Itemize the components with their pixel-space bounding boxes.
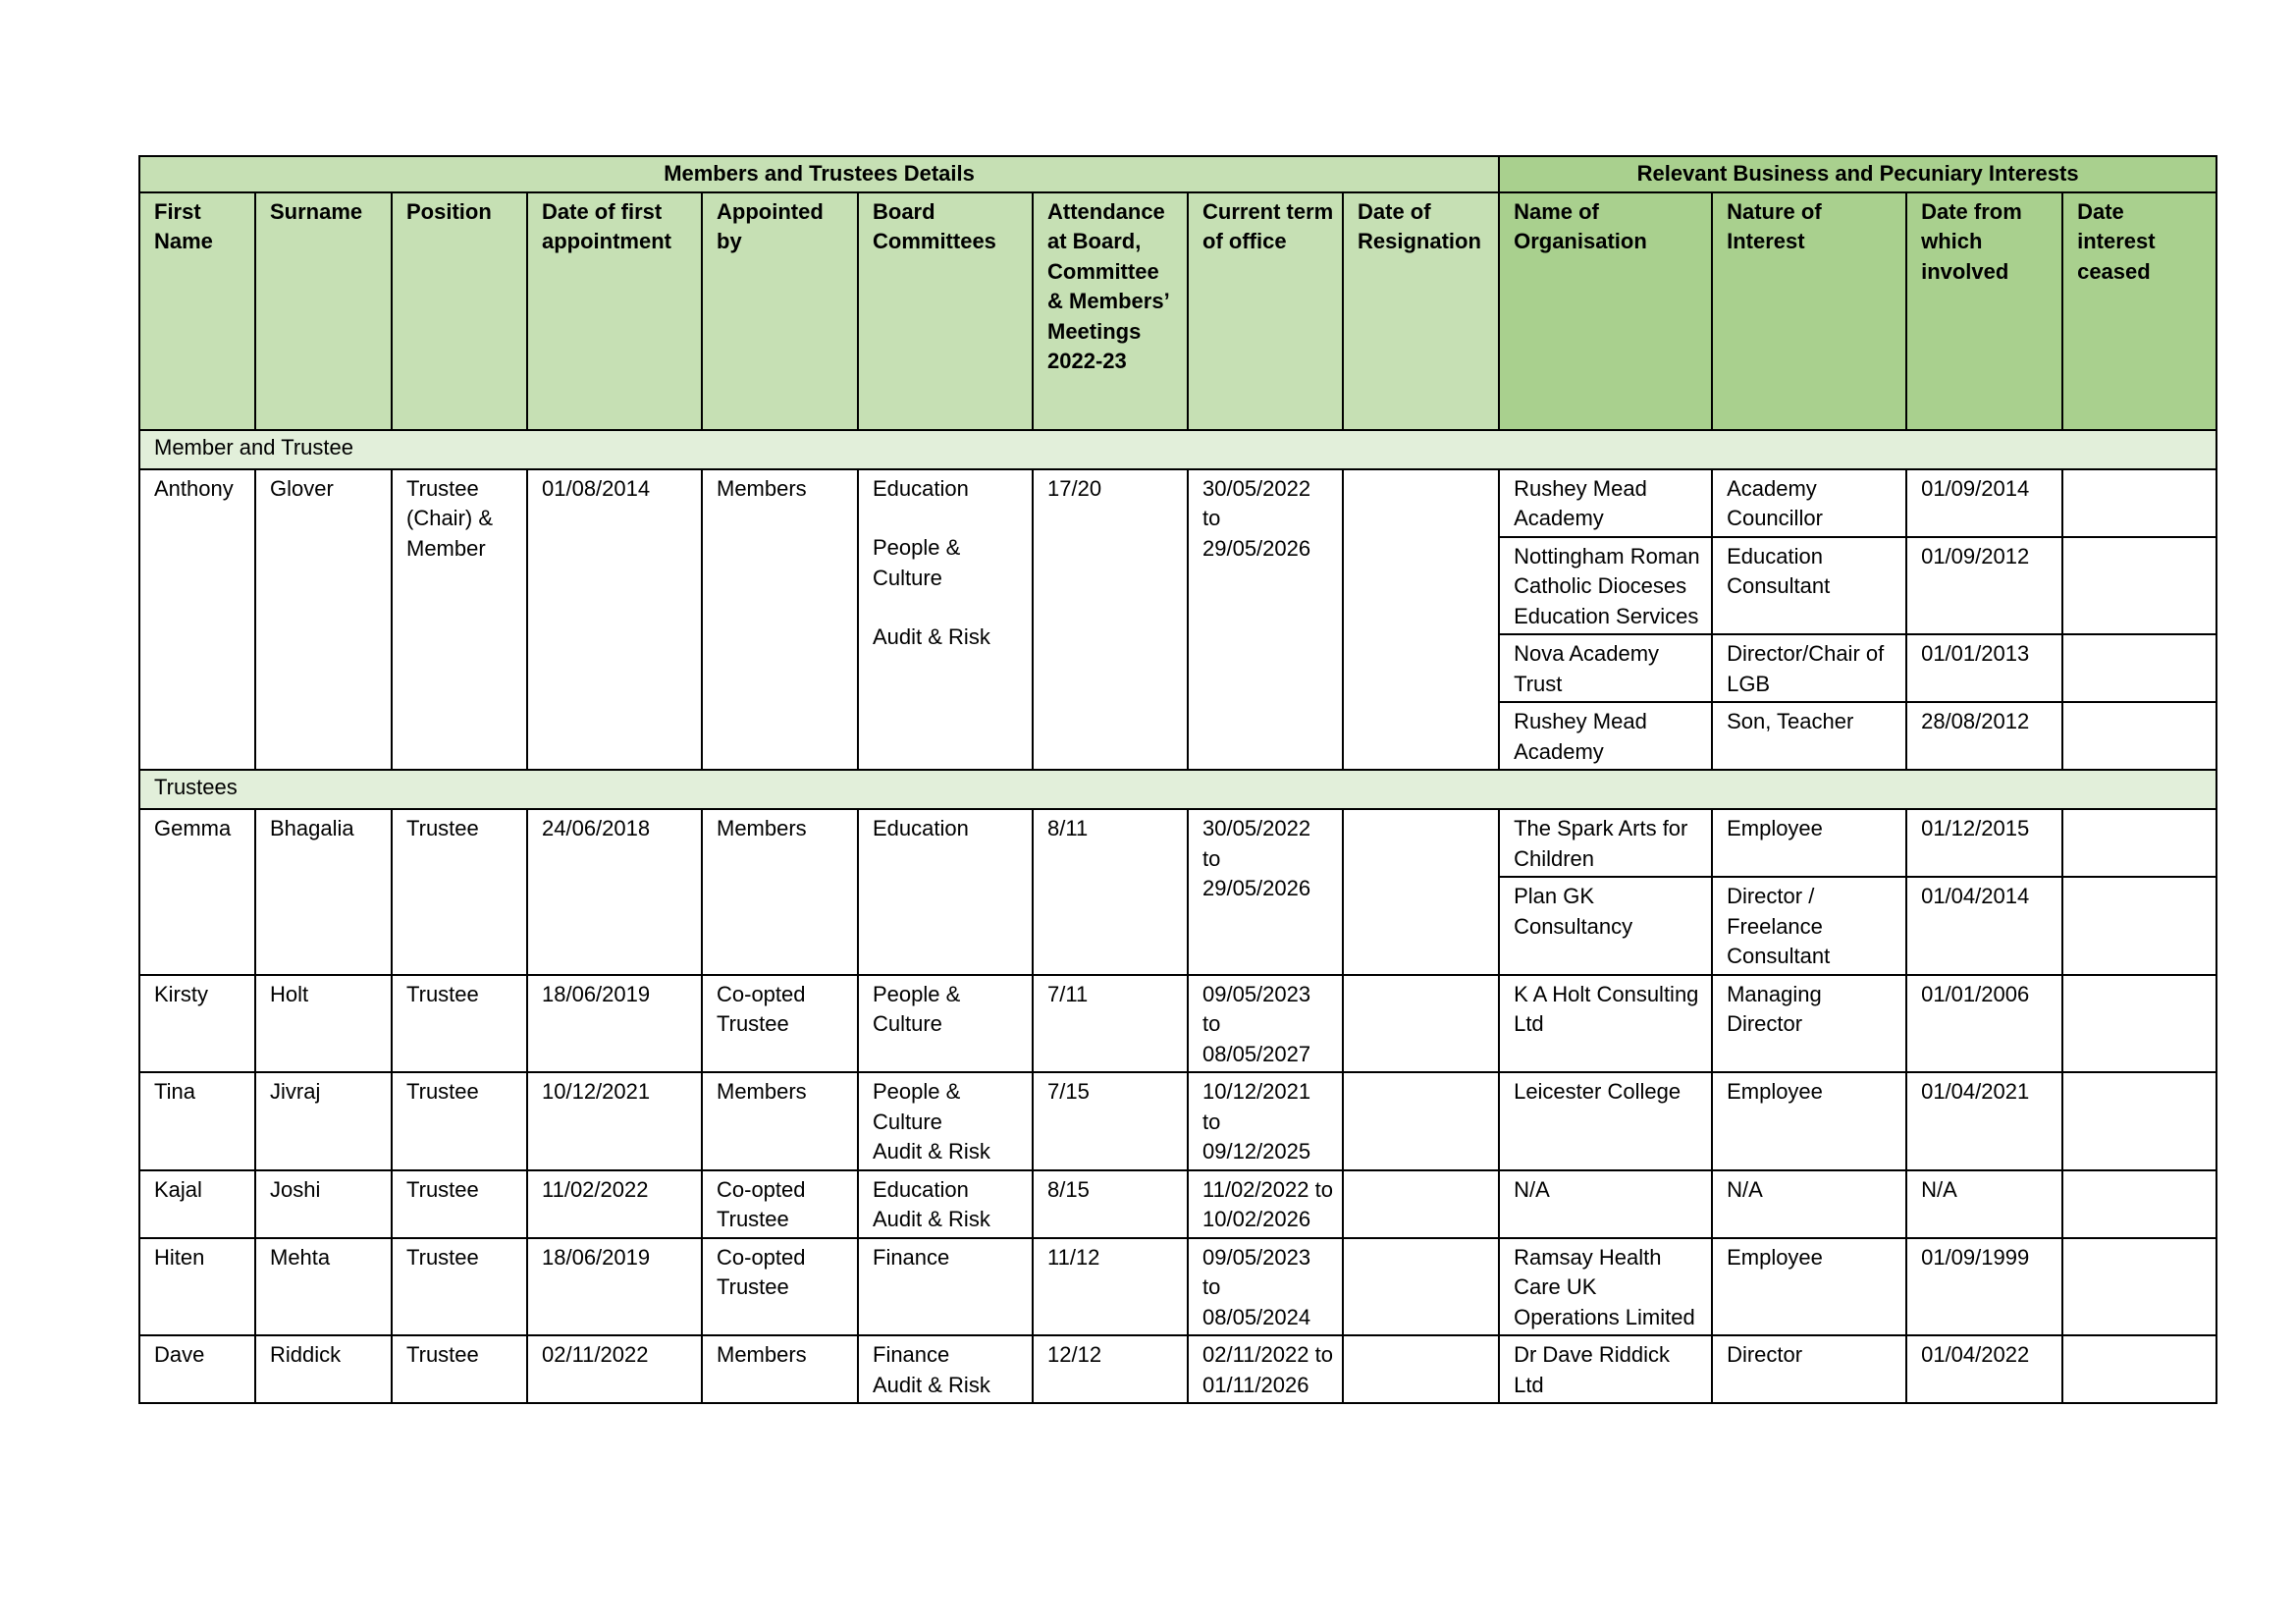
- committee-item: Finance: [873, 1342, 950, 1367]
- date-ceased-cell: [2062, 702, 2216, 770]
- organisation-cell: Rushey Mead Academy: [1499, 469, 1712, 537]
- first-appointment-cell: 24/06/2018: [527, 809, 702, 975]
- nature-cell: Son, Teacher: [1712, 702, 1906, 770]
- term-cell: 09/05/2023 to 08/05/2024: [1188, 1238, 1343, 1336]
- committee-item: People & Culture: [873, 535, 961, 590]
- col-first-appointment: Date of first appointment: [527, 192, 702, 430]
- attendance-cell: 17/20: [1033, 469, 1188, 771]
- date-ceased-cell: [2062, 809, 2216, 877]
- committee-item: Education: [873, 816, 969, 840]
- appointed-by-cell: Co-opted Trustee: [702, 975, 858, 1073]
- first-appointment-cell: 11/02/2022: [527, 1170, 702, 1238]
- members-trustees-details-header: Members and Trustees Details: [139, 156, 1499, 192]
- appointed-by-cell: Co-opted Trustee: [702, 1170, 858, 1238]
- section-title: Trustees: [139, 770, 2216, 809]
- committees-cell: [858, 1335, 1033, 1403]
- table-row: [139, 1170, 2216, 1238]
- date-from-cell: 28/08/2012: [1906, 702, 2062, 770]
- attendance-cell: 7/15: [1033, 1072, 1188, 1170]
- date-ceased-cell: [2062, 975, 2216, 1073]
- organisation-cell: Rushey Mead Academy: [1499, 702, 1712, 770]
- nature-cell: Director/Chair of LGB: [1712, 634, 1906, 702]
- date-ceased-cell: [2062, 877, 2216, 975]
- col-surname: Surname: [255, 192, 392, 430]
- organisation-cell: Nova Academy Trust: [1499, 634, 1712, 702]
- col-current-term: Current term of office: [1188, 192, 1343, 430]
- surname-cell: Glover: [255, 469, 392, 771]
- first-name-cell: Kirsty: [139, 975, 255, 1073]
- attendance-cell: 8/15: [1033, 1170, 1188, 1238]
- trustees-table: [138, 155, 2217, 1404]
- first-appointment-cell: 02/11/2022: [527, 1335, 702, 1403]
- position-cell: Trustee: [392, 1335, 527, 1403]
- appointed-by-cell: Members: [702, 809, 858, 975]
- position-cell: Trustee: [392, 809, 527, 975]
- organisation-cell: Dr Dave Riddick Ltd: [1499, 1335, 1712, 1403]
- date-ceased-cell: [2062, 1072, 2216, 1170]
- organisation-cell: Nottingham Roman Catholic Dioceses Education Services: [1499, 537, 1712, 635]
- committees-cell: [858, 809, 1033, 975]
- date-ceased-cell: [2062, 1238, 2216, 1336]
- committee-spacer: [873, 593, 1024, 623]
- resignation-cell: [1343, 1335, 1499, 1403]
- committee-item: Audit & Risk: [873, 1139, 990, 1164]
- surname-cell: Bhagalia: [255, 809, 392, 975]
- nature-cell: Director: [1712, 1335, 1906, 1403]
- appointed-by-cell: Members: [702, 1072, 858, 1170]
- committees-cell: [858, 469, 1033, 771]
- attendance-cell: 11/12: [1033, 1238, 1188, 1336]
- nature-cell: Employee: [1712, 1238, 1906, 1336]
- date-ceased-cell: [2062, 634, 2216, 702]
- attendance-cell: 8/11: [1033, 809, 1188, 975]
- col-nature-of-interest: Nature of Interest: [1712, 192, 1906, 430]
- committees-cell: [858, 1238, 1033, 1336]
- first-appointment-cell: 10/12/2021: [527, 1072, 702, 1170]
- committees-cell: [858, 975, 1033, 1073]
- organisation-cell: N/A: [1499, 1170, 1712, 1238]
- date-from-cell: 01/09/2012: [1906, 537, 2062, 635]
- table-row: [139, 1072, 2216, 1170]
- section-title: Member and Trustee: [139, 430, 2216, 469]
- table-body: [139, 430, 2216, 1404]
- table-row: [139, 1335, 2216, 1403]
- date-from-cell: 01/09/2014: [1906, 469, 2062, 537]
- appointed-by-cell: Co-opted Trustee: [702, 1238, 858, 1336]
- date-from-cell: 01/09/1999: [1906, 1238, 2062, 1336]
- date-ceased-cell: [2062, 1335, 2216, 1403]
- first-appointment-cell: 18/06/2019: [527, 975, 702, 1073]
- organisation-cell: Plan GK Consultancy: [1499, 877, 1712, 975]
- first-name-cell: Gemma: [139, 809, 255, 975]
- resignation-cell: [1343, 809, 1499, 975]
- position-cell: Trustee: [392, 975, 527, 1073]
- table-row: [139, 975, 2216, 1073]
- committee-item: Education: [873, 475, 969, 501]
- date-from-cell: 01/01/2013: [1906, 634, 2062, 702]
- committee-item: Audit & Risk: [873, 1372, 990, 1397]
- term-cell: 30/05/2022 to 29/05/2026: [1188, 809, 1343, 975]
- resignation-cell: [1343, 1170, 1499, 1238]
- committee-item: Audit & Risk: [873, 1207, 990, 1231]
- nature-cell: Managing Director: [1712, 975, 1906, 1073]
- date-ceased-cell: [2062, 537, 2216, 635]
- surname-cell: Jivraj: [255, 1072, 392, 1170]
- position-cell: Trustee (Chair) & Member: [392, 469, 527, 771]
- attendance-cell: 12/12: [1033, 1335, 1188, 1403]
- position-cell: Trustee: [392, 1072, 527, 1170]
- committees-cell: [858, 1170, 1033, 1238]
- col-organisation: Name of Organisation: [1499, 192, 1712, 430]
- date-from-cell: 01/04/2021: [1906, 1072, 2062, 1170]
- nature-cell: Education Consultant: [1712, 537, 1906, 635]
- table-row: [139, 469, 2216, 537]
- resignation-cell: [1343, 469, 1499, 771]
- committee-item: People & Culture: [873, 981, 961, 1036]
- first-name-cell: Dave: [139, 1335, 255, 1403]
- first-name-cell: Anthony: [139, 469, 255, 771]
- col-resignation: Date of Resignation: [1343, 192, 1499, 430]
- date-from-cell: 01/04/2014: [1906, 877, 2062, 975]
- organisation-cell: Ramsay Health Care UK Operations Limited: [1499, 1238, 1712, 1336]
- appointed-by-cell: Members: [702, 1335, 858, 1403]
- col-appointed-by: Appointed by: [702, 192, 858, 430]
- attendance-cell: 7/11: [1033, 975, 1188, 1073]
- appointed-by-cell: Members: [702, 469, 858, 771]
- nature-cell: Academy Councillor: [1712, 469, 1906, 537]
- resignation-cell: [1343, 975, 1499, 1073]
- organisation-cell: Leicester College: [1499, 1072, 1712, 1170]
- first-name-cell: Hiten: [139, 1238, 255, 1336]
- table-row: [139, 1238, 2216, 1336]
- business-interests-header: Relevant Business and Pecuniary Interests: [1499, 156, 2216, 192]
- organisation-cell: The Spark Arts for Children: [1499, 809, 1712, 877]
- term-cell: 02/11/2022 to 01/11/2026: [1188, 1335, 1343, 1403]
- first-appointment-cell: 01/08/2014: [527, 469, 702, 771]
- committee-spacer: [873, 504, 1024, 533]
- date-from-cell: 01/04/2022: [1906, 1335, 2062, 1403]
- col-attendance: Attendance at Board, Committee & Members’ Meetings 2022-23: [1033, 192, 1188, 430]
- organisation-cell: K A Holt Consulting Ltd: [1499, 975, 1712, 1073]
- term-cell: 30/05/2022 to 29/05/2026: [1188, 469, 1343, 771]
- nature-cell: Director / Freelance Consultant: [1712, 877, 1906, 975]
- surname-cell: Holt: [255, 975, 392, 1073]
- col-position: Position: [392, 192, 527, 430]
- position-cell: Trustee: [392, 1238, 527, 1336]
- committees-cell: [858, 1072, 1033, 1170]
- first-name-cell: Kajal: [139, 1170, 255, 1238]
- committee-item: People & Culture: [873, 1079, 961, 1134]
- term-cell: 11/02/2022 to 10/02/2026: [1188, 1170, 1343, 1238]
- date-from-cell: 01/12/2015: [1906, 809, 2062, 877]
- date-from-cell: 01/01/2006: [1906, 975, 2062, 1073]
- nature-cell: Employee: [1712, 809, 1906, 877]
- resignation-cell: [1343, 1072, 1499, 1170]
- position-cell: Trustee: [392, 1170, 527, 1238]
- col-board-committees: Board Committees: [858, 192, 1033, 430]
- date-ceased-cell: [2062, 469, 2216, 537]
- nature-cell: Employee: [1712, 1072, 1906, 1170]
- first-name-cell: Tina: [139, 1072, 255, 1170]
- date-ceased-cell: [2062, 1170, 2216, 1238]
- committee-item: Finance: [873, 1244, 950, 1270]
- committee-item: Audit & Risk: [873, 624, 990, 649]
- term-cell: 09/05/2023 to 08/05/2027: [1188, 975, 1343, 1073]
- committee-item: Education: [873, 1176, 969, 1202]
- col-date-from: Date from which involved: [1906, 192, 2062, 430]
- surname-cell: Riddick: [255, 1335, 392, 1403]
- surname-cell: Joshi: [255, 1170, 392, 1238]
- section-row: [139, 770, 2216, 809]
- nature-cell: N/A: [1712, 1170, 1906, 1238]
- col-first-name: First Name: [139, 192, 255, 430]
- col-date-ceased: Date interest ceased: [2062, 192, 2216, 430]
- term-cell: 10/12/2021 to 09/12/2025: [1188, 1072, 1343, 1170]
- date-from-cell: N/A: [1906, 1170, 2062, 1238]
- section-row: [139, 430, 2216, 469]
- surname-cell: Mehta: [255, 1238, 392, 1336]
- table-row: [139, 809, 2216, 877]
- resignation-cell: [1343, 1238, 1499, 1336]
- first-appointment-cell: 18/06/2019: [527, 1238, 702, 1336]
